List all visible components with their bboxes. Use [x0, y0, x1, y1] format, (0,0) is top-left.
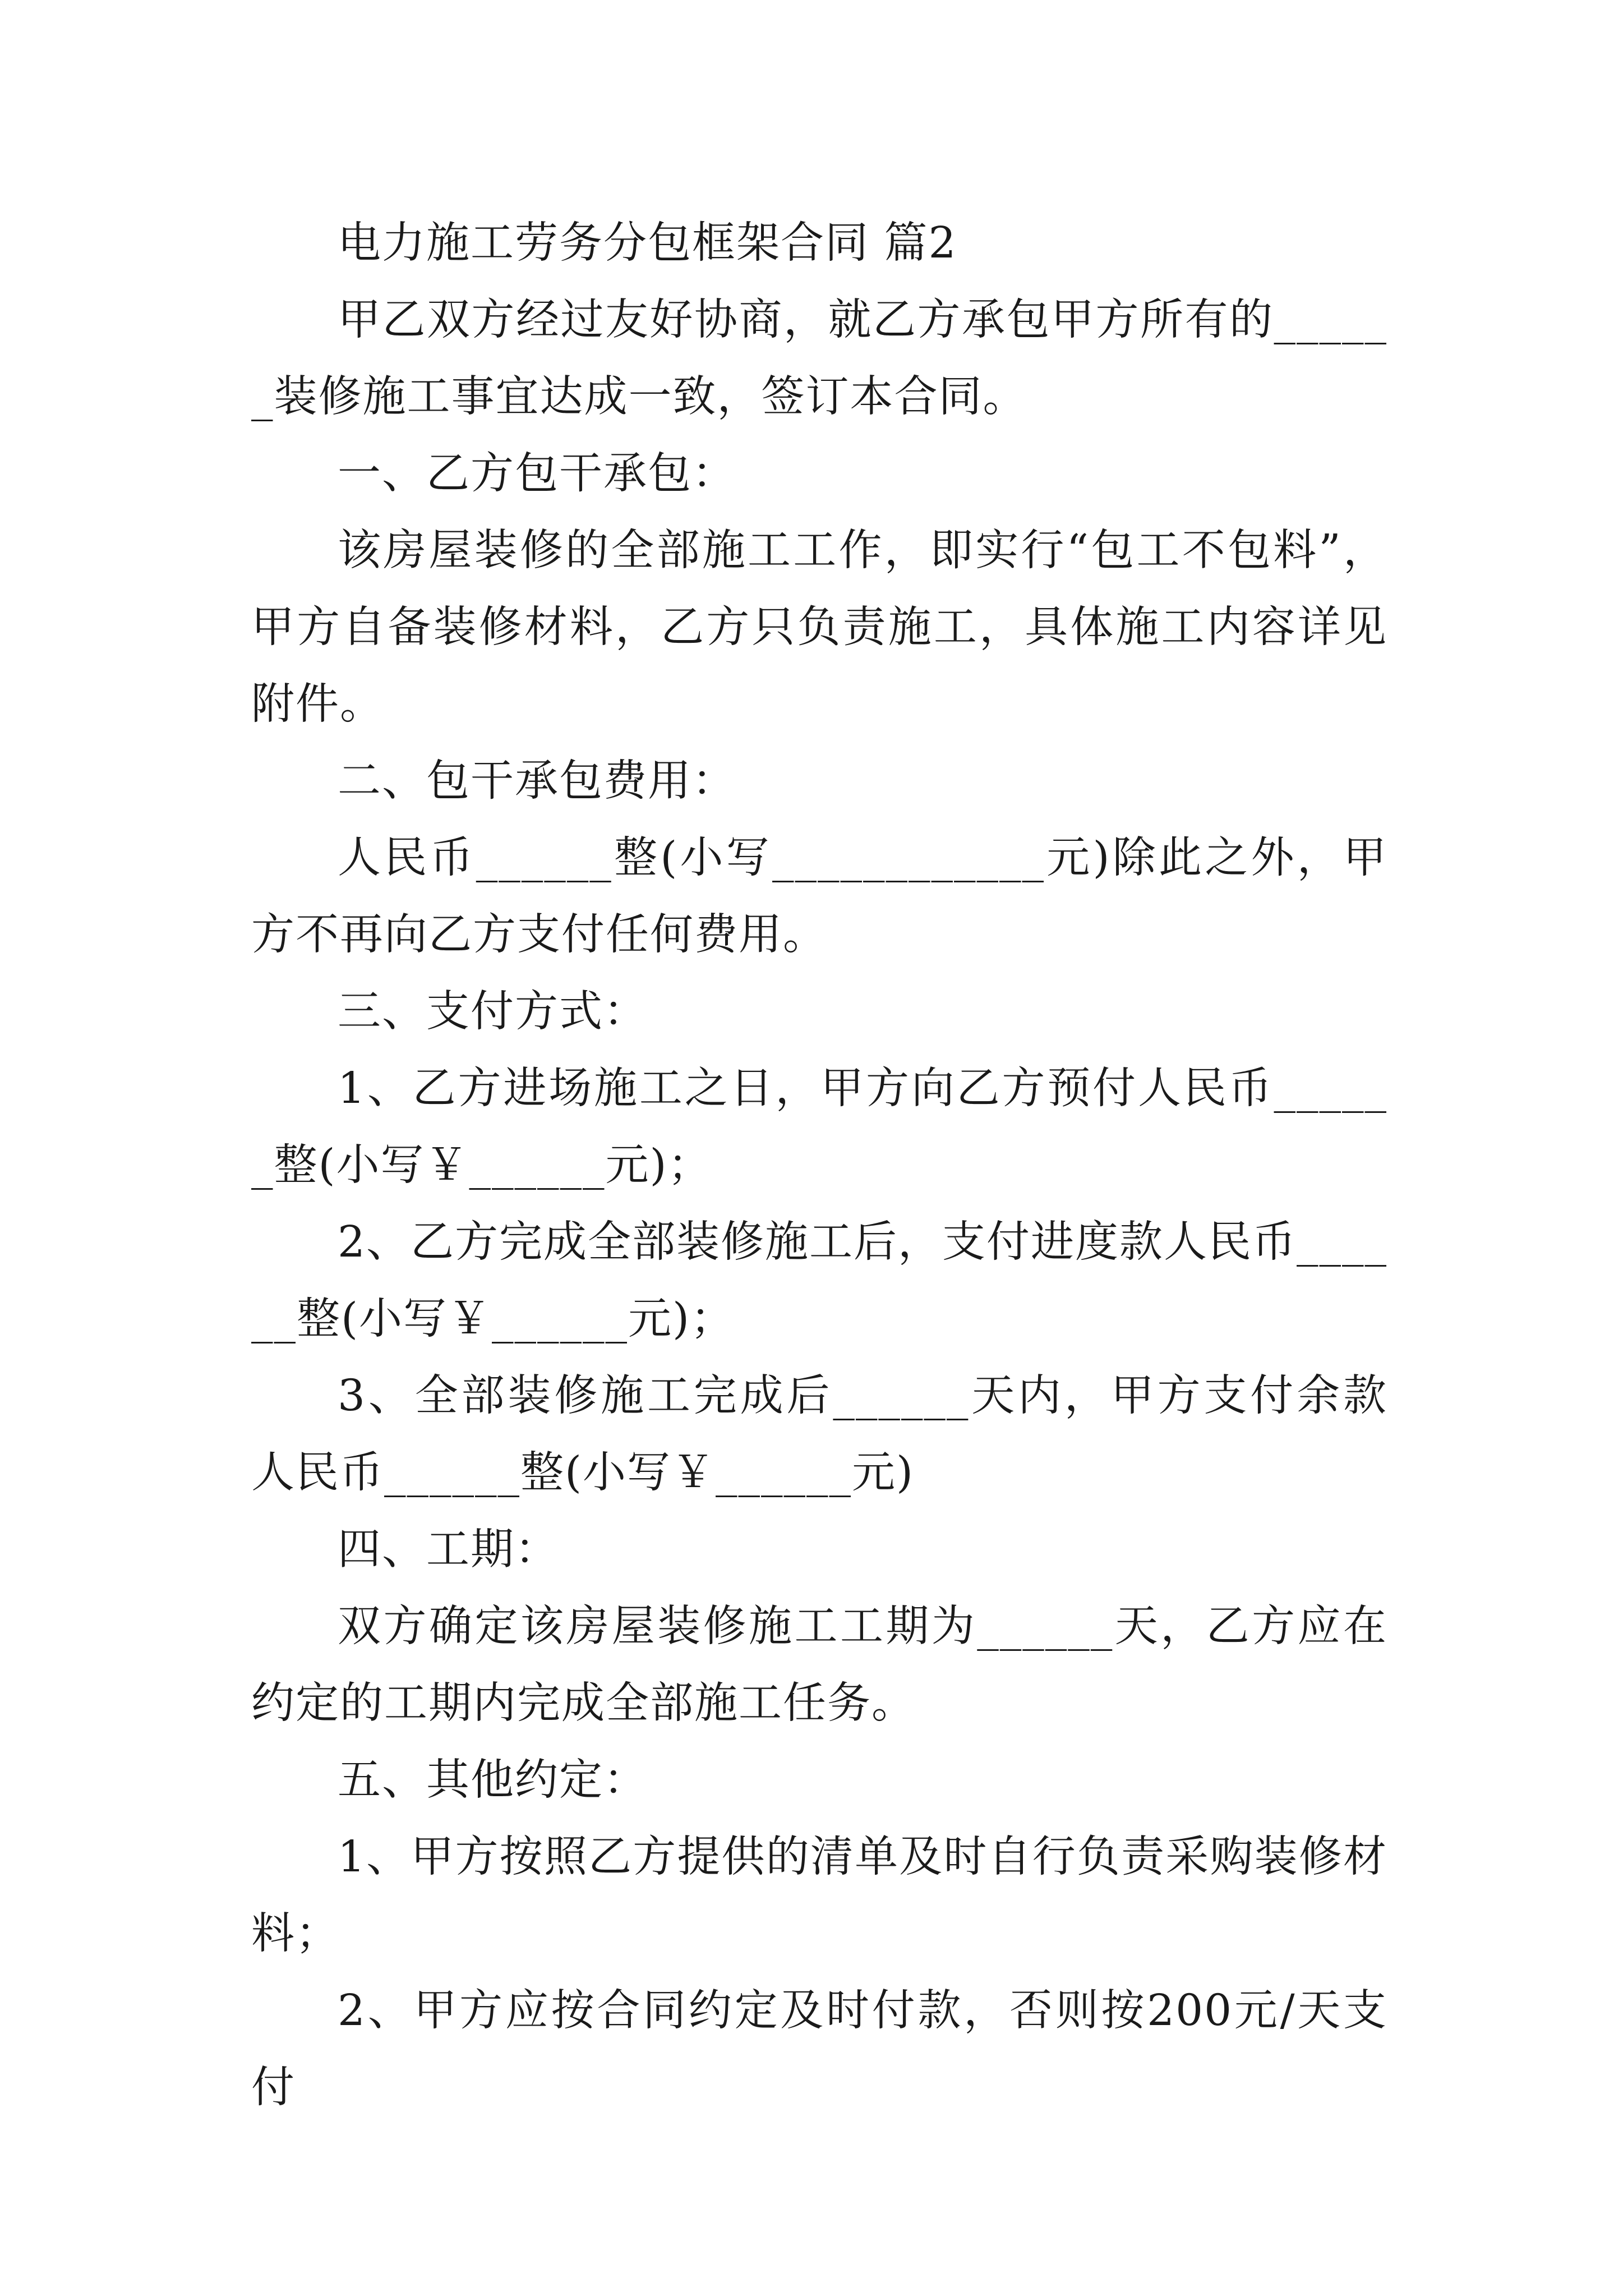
section-2-paragraph: 人民币______整(小写____________元)除此之外，甲方不再向乙方支付任何费用。 — [251, 833, 1387, 960]
section-heading-1: 一、乙方包干承包： — [338, 449, 736, 499]
other-item-2: 2、甲方应按合同约定及时付款，否则按200元/天支付 — [251, 1986, 1387, 2113]
payment-item-3: 3、全部装修施工完成后______天内，甲方支付余款人民币______整(小写￥______元) — [251, 1371, 1387, 1498]
section-1-paragraph: 该房屋装修的全部施工工作，即实行“包工不包料”，甲方自备装修材料，乙方只负责施工，具体施工内容详见附件。 — [251, 526, 1387, 729]
section-heading-5: 五、其他约定： — [338, 1755, 648, 1805]
other-item-1: 1、甲方按照乙方提供的清单及时自行负责采购装修材料； — [251, 1832, 1387, 1959]
payment-item-1: 1、乙方进场施工之日，甲方向乙方预付人民币______整(小写￥______元)； — [251, 1064, 1387, 1190]
section-4-paragraph: 双方确定该房屋装修施工工期为______天，乙方应在约定的工期内完成全部施工任务。 — [251, 1602, 1387, 1728]
document-title: 电力施工劳务分包框架合同 篇2 — [338, 218, 957, 268]
intro-paragraph: 甲乙双方经过友好协商，就乙方承包甲方所有的______装修施工事宜达成一致，签订本合同。 — [251, 295, 1387, 422]
section-heading-3: 三、支付方式： — [338, 987, 648, 1037]
document-body — [251, 205, 1387, 2126]
payment-item-2: 2、乙方完成全部装修施工后，支付进度款人民币______整(小写￥______元)； — [251, 1217, 1387, 1344]
section-heading-4: 四、工期： — [338, 1525, 559, 1575]
section-heading-2: 二、包干承包费用： — [338, 756, 736, 806]
